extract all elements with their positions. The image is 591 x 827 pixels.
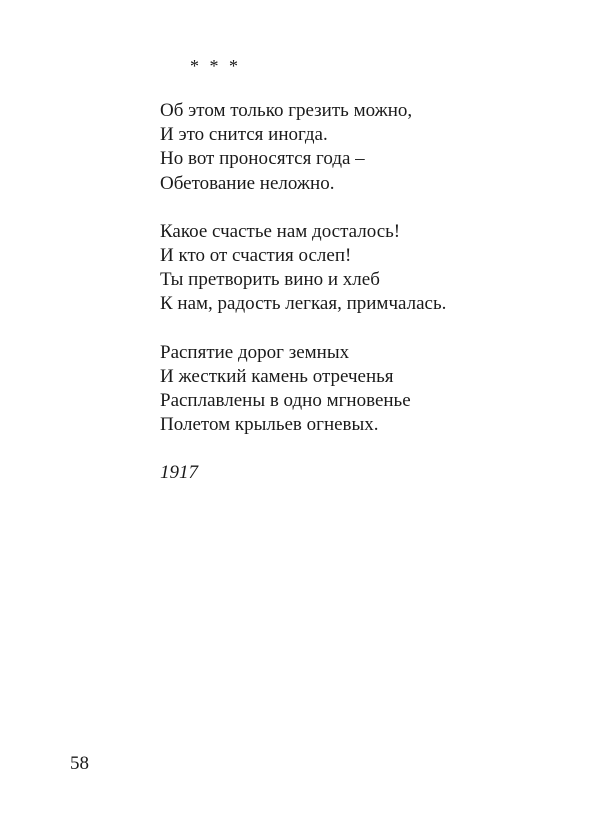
- poem-line: И кто от счастия ослеп!: [160, 245, 352, 267]
- poem-line: Полетом крыльев огневых.: [160, 414, 379, 436]
- poem-line: И жесткий камень отреченья: [160, 365, 394, 387]
- poem-line: Какое счастье нам досталось!: [160, 220, 401, 242]
- stanza-1: [160, 99, 560, 196]
- poem-line: Об этом только грезить можно,: [160, 100, 413, 121]
- section-divider-asterisks: * * *: [190, 56, 241, 76]
- poem-line: Обетование неложно.: [160, 172, 335, 194]
- poem-line: Расплавлены в одно мгновенье: [160, 390, 411, 412]
- poem-line: К нам, радость легкая, примчалась.: [160, 293, 447, 315]
- poem-line: И это снится иногда.: [160, 124, 328, 146]
- poem-year: 1917: [160, 462, 198, 484]
- stanza-3: [160, 341, 560, 438]
- poem-line: Распятие дорог земных: [160, 341, 350, 363]
- poem-line: Ты претворить вино и хлеб: [160, 269, 380, 291]
- stanza-2: [160, 220, 560, 317]
- poem: [160, 99, 560, 486]
- page-number: 58: [70, 753, 89, 774]
- poem-line: Но вот проносятся года –: [160, 148, 365, 170]
